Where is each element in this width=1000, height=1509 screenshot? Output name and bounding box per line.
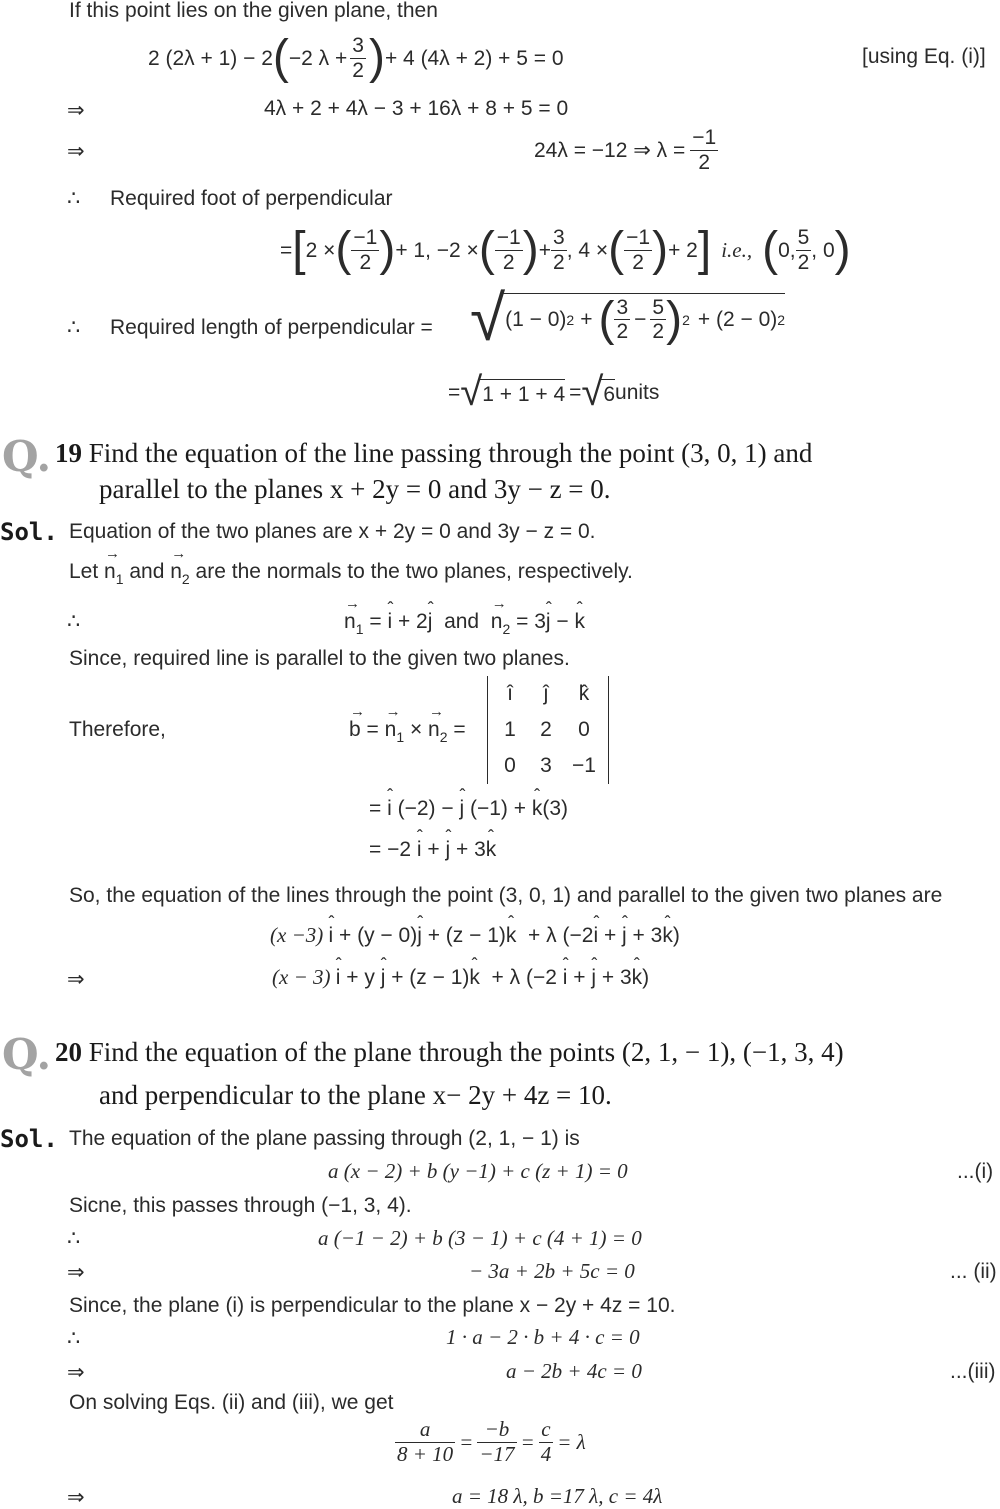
therefore-label: Therefore, — [69, 718, 166, 741]
denominator: 2 — [616, 320, 629, 343]
solution-label: Sol. — [0, 518, 58, 546]
cross-product-equation — [349, 719, 466, 744]
denominator: 8 + 10 — [397, 1441, 454, 1466]
question-19-line2: parallel to the planes x + 2y = 0 and 3y − z = 0. — [99, 474, 611, 504]
text: = — [447, 718, 466, 741]
text: Let — [69, 560, 105, 583]
text: × — [404, 718, 429, 741]
text: and — [432, 610, 491, 633]
radical-sign: √ — [470, 282, 506, 354]
eq-part: + 2 — [668, 238, 698, 262]
text: − — [550, 610, 575, 633]
plane-equation: a (x − 2) + b (y −1) + c (z + 1) = 0 — [328, 1159, 628, 1183]
unit-vector-k: ˆ k — [532, 798, 543, 819]
text: + 3 — [626, 924, 663, 947]
eq-part: + — [538, 238, 551, 262]
unit-vector-j: ˆ j — [591, 967, 596, 988]
denominator: 2 — [359, 250, 372, 274]
text: = λ — [557, 1429, 586, 1454]
paren: ( — [598, 292, 615, 346]
solution-text: On solving Eqs. (ii) and (iii), we get — [69, 1391, 394, 1414]
solution-text: Sicne, this passes through (−1, 3, 4). — [69, 1194, 412, 1217]
unit-vector-k: ˆ k — [632, 967, 643, 988]
unit-vector-i: ˆ i — [328, 925, 333, 946]
equals: = — [459, 1429, 474, 1454]
unit-vector-i: ˆ i — [417, 839, 422, 860]
denominator: 2 — [698, 150, 711, 174]
unit-vector-j: ˆ j — [381, 967, 386, 988]
eq-part: + — [580, 308, 593, 331]
unit-vector-i: ˆ i — [593, 925, 598, 946]
question-number: 19 — [55, 438, 82, 468]
matrix-cell: 2 — [540, 718, 552, 741]
radicand — [501, 293, 785, 344]
ie-text: i.e., — [721, 237, 753, 262]
equation: 4λ + 2 + 4λ − 3 + 16λ + 8 + 5 = 0 — [264, 97, 569, 120]
normal-vector: → n — [344, 611, 356, 632]
length-of-perpendicular-equation — [470, 282, 785, 354]
numerator: −1 — [353, 226, 378, 250]
denominator: 2 — [553, 250, 565, 274]
subscript: 1 — [396, 729, 405, 745]
paren: ( — [335, 223, 352, 276]
length-label: Required length of perpendicular = — [110, 316, 433, 339]
text: + (z − 1) — [385, 966, 470, 989]
text: = — [369, 797, 388, 820]
direction-result — [369, 839, 496, 860]
implies-symbol: ⇒ — [67, 99, 85, 122]
paren: ( — [478, 223, 495, 276]
fraction — [624, 226, 652, 273]
fraction — [350, 34, 366, 81]
solution-text — [69, 561, 633, 586]
eq-part: (1 − 0) — [505, 308, 567, 331]
denominator: 2 — [797, 250, 810, 274]
substitution-equation: a (−1 − 2) + b (3 − 1) + c (4 + 1) = 0 — [318, 1226, 642, 1250]
numerator: −1 — [496, 226, 521, 250]
eq-part: 24λ = −12 ⇒ λ = — [534, 138, 686, 162]
unit-vector-i: ˆ i — [387, 611, 392, 632]
text: (x −3) — [270, 923, 329, 947]
eq-part: 0, — [778, 238, 796, 262]
denominator: 2 — [502, 250, 515, 274]
solution-text: The equation of the plane passing through (2, 1, − 1) is — [69, 1127, 580, 1150]
radicand: 6 — [599, 379, 615, 405]
units: units — [615, 380, 660, 404]
fraction — [351, 226, 379, 273]
eq-part: = — [448, 380, 461, 404]
line-equation — [270, 925, 680, 946]
numerator: 3 — [553, 226, 565, 250]
eq-part: = — [280, 238, 293, 262]
question-mark-q19: Q. — [2, 432, 52, 481]
implies-symbol: ⇒ — [67, 1486, 85, 1509]
matrix-cell: 1 — [504, 718, 516, 741]
therefore-symbol: ∴ — [67, 1227, 81, 1250]
normal-vector: → n — [428, 719, 440, 740]
radicand: 1 + 1 + 4 — [478, 379, 565, 405]
numerator: −b — [477, 1418, 516, 1442]
normal-vector: → n — [491, 611, 503, 632]
question-19-line1 — [55, 440, 812, 467]
question-mark-q20: Q. — [2, 1030, 52, 1079]
unit-vector-j: ˆ j — [428, 611, 433, 632]
unit-vector-k: ˆ k — [469, 967, 480, 988]
text: + λ (−2 — [516, 924, 594, 947]
eq-part: −2 λ + — [288, 46, 348, 70]
denominator: −17 — [479, 1441, 515, 1466]
normals-equation — [344, 611, 585, 636]
determinant-matrix — [487, 676, 609, 784]
intro-line: If this point lies on the given plane, then — [69, 0, 438, 22]
unit-vector-i: ˆ i — [336, 967, 341, 988]
text: + — [567, 966, 592, 989]
direction-vector: → b — [349, 719, 361, 740]
coefficient-result: a = 18 λ, b =17 λ, c = 4λ — [452, 1484, 663, 1508]
fraction — [477, 1418, 516, 1465]
eq-part: + (2 − 0) — [697, 308, 778, 331]
therefore-symbol: ∴ — [67, 610, 81, 633]
eq-part: 2 × — [305, 238, 336, 262]
text: + λ (−2 — [479, 966, 563, 989]
solution-text: Since, required line is parallel to the given two planes. — [69, 647, 570, 670]
text: (3) — [542, 797, 569, 820]
question-number: 20 — [55, 1037, 82, 1067]
fraction — [796, 226, 812, 273]
denominator: 2 — [352, 58, 364, 82]
normal-vector: → n — [104, 561, 116, 582]
text: and — [123, 560, 171, 583]
unit-vector-k: ˆ k — [506, 925, 517, 946]
exponent: 2 — [566, 311, 575, 328]
paren: ) — [652, 223, 669, 276]
line-equation-final — [272, 967, 649, 988]
text: + (y − 0) — [333, 924, 418, 947]
question-20-line2: and perpendicular to the plane x− 2y + 4z = 10. — [99, 1080, 612, 1110]
numerator: 5 — [797, 226, 810, 250]
fraction — [690, 126, 718, 173]
implies-symbol: ⇒ — [67, 968, 85, 991]
implies-symbol: ⇒ — [67, 1261, 85, 1284]
matrix-cell: 3 — [540, 754, 552, 777]
text: are the normals to the two planes, respectively. — [189, 560, 633, 583]
unit-vector-j: ˆ j — [459, 798, 464, 819]
matrix-cell: î — [507, 682, 513, 705]
eq-part: + 4 (4λ + 2) + 5 = 0 — [384, 46, 564, 70]
question-text: Find the equation of the line passing through the point (3, 0, 1) and — [88, 438, 813, 468]
unit-vector-k: ˆ k — [662, 925, 673, 946]
text: + y — [340, 966, 381, 989]
text: + — [421, 838, 446, 861]
fraction — [395, 1418, 455, 1465]
text: (−2) − — [391, 797, 460, 820]
unit-vector-j: ˆ j — [546, 611, 551, 632]
unit-vector-k: ˆ k — [486, 839, 497, 860]
equation-plane-substitution — [148, 30, 564, 86]
fraction — [495, 226, 523, 273]
eq-part: 2 (2λ + 1) − 2 — [148, 46, 273, 70]
matrix-cell: ĵ — [543, 682, 549, 705]
paren: ) — [379, 223, 396, 276]
expansion-equation — [369, 798, 568, 819]
length-result — [448, 372, 659, 412]
normal-vector: → n — [170, 561, 182, 582]
unit-vector-i: ˆ i — [387, 798, 392, 819]
text: (x − 3) — [272, 965, 336, 989]
eq-part: , 0 — [811, 238, 835, 262]
equation-reference: ...(iii) — [950, 1360, 996, 1383]
ratio-equation — [395, 1412, 586, 1472]
fraction — [614, 296, 630, 343]
exponent: 2 — [777, 311, 786, 328]
eq-part: + 1, −2 × — [395, 238, 479, 262]
eq-part: , 4 × — [566, 238, 609, 262]
subscript: 1 — [115, 571, 124, 587]
text: = — [369, 610, 388, 633]
solution-label: Sol. — [0, 1125, 58, 1153]
bracket: ] — [697, 223, 712, 276]
paren: ) — [666, 292, 683, 346]
implies-symbol: ⇒ — [67, 140, 85, 163]
paren: ) — [834, 223, 851, 276]
paren: ( — [762, 223, 779, 276]
unit-vector-i: ˆ i — [563, 967, 568, 988]
text: + (z − 1) — [421, 924, 506, 947]
paren: ) — [368, 31, 385, 84]
paren: ( — [272, 31, 289, 84]
therefore-symbol: ∴ — [67, 1327, 81, 1350]
exponent: 2 — [682, 311, 690, 328]
subscript: 2 — [439, 729, 448, 745]
numerator: a — [395, 1418, 455, 1442]
perpendicular-condition: 1 · a − 2 · b + 4 · c = 0 — [446, 1325, 640, 1349]
equation-lambda — [534, 122, 718, 178]
equation-reference: [using Eq. (i)] — [862, 45, 986, 68]
foot-label: Required foot of perpendicular — [110, 187, 393, 210]
solution-text: So, the equation of the lines through the point (3, 0, 1) and parallel to the given two planes are — [69, 884, 943, 907]
question-20-line1 — [55, 1039, 844, 1066]
text: + 2 — [392, 610, 428, 633]
bracket: [ — [292, 223, 306, 276]
question-text: Find the equation of the plane through the points (2, 1, − 1), (−1, 3, 4) — [88, 1037, 844, 1067]
implies-symbol: ⇒ — [67, 1361, 85, 1384]
unit-vector-j: ˆ j — [417, 925, 422, 946]
solution-text: Equation of the two planes are x + 2y = 0 and 3y − z = 0. — [69, 520, 596, 543]
denominator: 4 — [540, 1441, 552, 1466]
subscript: 2 — [181, 571, 190, 587]
paren: ) — [522, 223, 539, 276]
text: ) — [672, 924, 680, 947]
text: = 3 — [516, 610, 546, 633]
eq-part: = — [569, 380, 582, 404]
subscript: 2 — [502, 621, 511, 637]
numerator: 3 — [616, 295, 629, 319]
denominator: 2 — [632, 250, 644, 274]
solution-text: Since, the plane (i) is perpendicular to the plane x − 2y + 4z = 10. — [69, 1294, 676, 1317]
matrix-cell: 0 — [578, 718, 590, 741]
equation-iii: a − 2b + 4c = 0 — [506, 1359, 642, 1383]
subscript: 1 — [355, 621, 364, 637]
equation-reference: ... (ii) — [950, 1260, 997, 1283]
equals: = — [520, 1429, 535, 1454]
radical-sign: √ — [460, 370, 483, 414]
fraction — [650, 296, 666, 343]
text: + 3 — [596, 966, 632, 989]
unit-vector-j: ˆ j — [622, 925, 627, 946]
numerator: 3 — [352, 34, 364, 58]
text: = — [360, 718, 385, 741]
matrix-cell: −1 — [572, 754, 596, 777]
unit-vector-j: ˆ j — [446, 839, 451, 860]
numerator: −1 — [626, 226, 651, 250]
denominator: 2 — [652, 320, 665, 343]
numerator: c — [539, 1418, 554, 1442]
foot-of-perpendicular-equation — [280, 220, 851, 280]
text: (−1) + — [464, 797, 532, 820]
fraction — [551, 226, 567, 273]
radical-sign: √ — [581, 370, 604, 414]
matrix-cell: 0 — [504, 754, 516, 777]
fraction — [539, 1418, 554, 1465]
text: = −2 — [369, 838, 417, 861]
matrix-cell: k̂ — [578, 682, 590, 705]
eq-part: − — [634, 308, 647, 331]
normal-vector: → n — [385, 719, 397, 740]
numerator: −1 — [692, 126, 717, 150]
equation-reference: ...(i) — [957, 1160, 994, 1183]
therefore-symbol: ∴ — [67, 316, 81, 339]
equation-ii: − 3a + 2b + 5c = 0 — [469, 1259, 635, 1283]
text: + — [598, 924, 623, 947]
text: ) — [642, 966, 650, 989]
numerator: 5 — [652, 295, 665, 319]
text: + 3 — [450, 838, 486, 861]
unit-vector-k: ˆ k — [575, 611, 586, 632]
therefore-symbol: ∴ — [67, 187, 81, 210]
paren: ( — [608, 223, 625, 276]
